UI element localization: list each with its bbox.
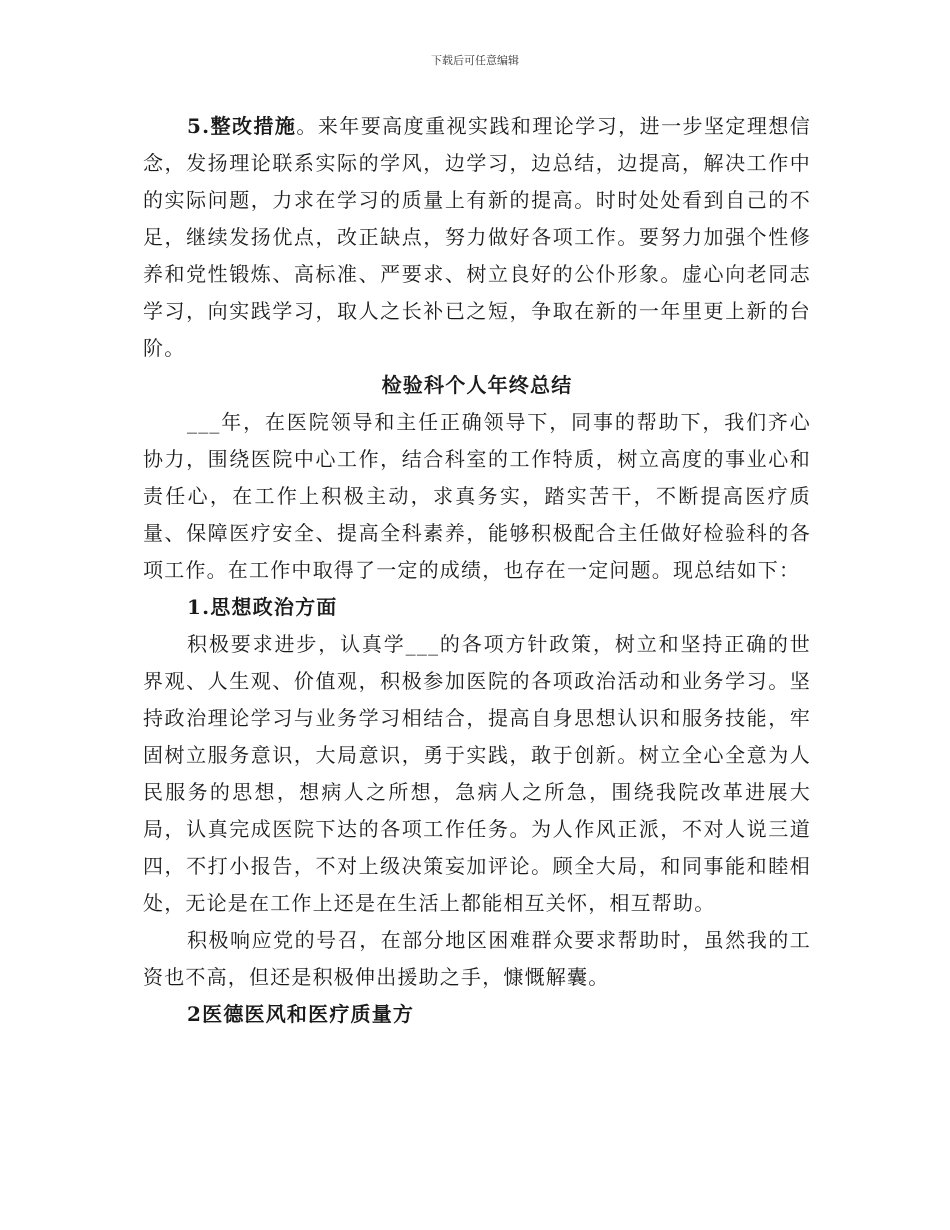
section5-lead: 5.整改措施: [187, 114, 297, 138]
heading-medical-ethics: 2医德医风和医疗质量方: [187, 1002, 415, 1026]
document-title: 检验科个人年终总结: [381, 373, 573, 397]
political-paragraph: 积极要求进步，认真学___的各项方针政策，树立和坚持正确的世界观、人生观、价值观，积极参加医院的各项政治活动和业务学习。坚持政治理论学习与业务学习相结合，提高自身思想认识和服务技能，牢固树立服务意识，大局意识，勇于实践，敢于创新。树立全心全意为人民服务的思想，想病人之所想，急病人之所急，围绕我院改革进展大局，认真完成医院下达的各项工作任务。为人作风正派，不对人说三道四，不打小报告，不对上级决策妄加评论。顾全大局，和同事能和睦相处，无论是在工作上还是在生活上都能相互关怀，相互帮助。: [143, 632, 811, 915]
header-note: 下载后可任意编辑: [431, 54, 519, 67]
intro-paragraph: ___年，在医院领导和主任正确领导下，同事的帮助下，我们齐心协力，围绕医院中心工作，结合科室的工作特质，树立高度的事业心和责任心，在工作上积极主动，求真务实，踏实苦干，不断提高医疗质量、保障医疗安全、提高全科素养，能够积极配合主任做好检验科的各项工作。在工作中取得了一定的成绩，也存在一定问题。现总结如下：: [143, 410, 811, 582]
section5-body: 。来年要高度重视实践和理论学习，进一步坚定理想信念，发扬理论联系实际的学风，边学习，边总结，边提高，解决工作中的实际问题，力求在学习的质量上有新的提高。时时处处看到自己的不足，继续发扬优点，改正缺点，努力做好各项工作。要努力加强个性修养和党性锻炼、高标准、严要求、树立良好的公仆形象。虚心向老同志学习，向实践学习，取人之长补已之短，争取在新的一年里更上新的台阶。: [143, 114, 811, 360]
document-body: [143, 108, 811, 1033]
section5-paragraph: [143, 108, 811, 367]
assistance-paragraph: 积极响应党的号召，在部分地区困难群众要求帮助时，虽然我的工资也不高，但还是积极伸出援助之手，慷慨解囊。: [143, 928, 811, 989]
heading-political: 1.思想政治方面: [187, 595, 338, 619]
